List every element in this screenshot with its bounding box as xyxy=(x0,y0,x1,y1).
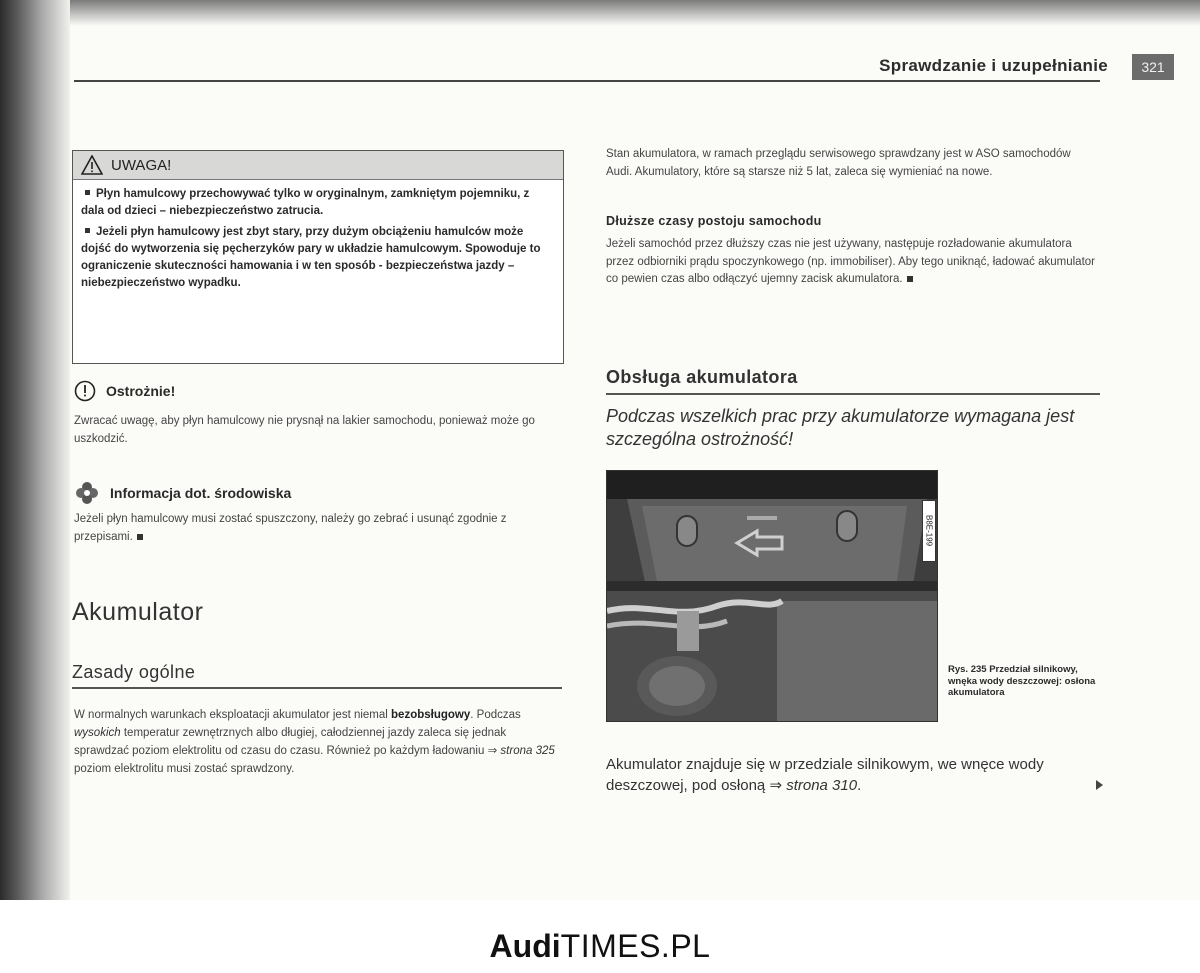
location-text-part: Akumulator znajduje się w przedziale silnikowym, we wnęce wody deszczowej, pod osłoną xyxy=(606,756,1044,794)
brand-light: TIMES.PL xyxy=(560,928,711,964)
long-parking-paragraph xyxy=(606,236,1096,289)
book-spine-shadow xyxy=(0,0,70,900)
environment-text xyxy=(74,510,564,546)
caution-circle-icon xyxy=(74,380,96,402)
heading-akumulator: Akumulator xyxy=(72,598,204,626)
section-title: Sprawdzanie i uzupełnianie xyxy=(879,56,1108,75)
heading-zasady-ogolne: Zasady ogólne xyxy=(72,662,196,682)
battery-cover-photo xyxy=(606,470,938,722)
warning-title: UWAGA! xyxy=(111,156,172,174)
battery-lead-text: Podczas wszelkich prac przy akumulatorze wymagana jest szczególna ostrożność! xyxy=(606,406,1075,449)
arrow-icon: ⇒ xyxy=(769,777,783,794)
warning-bullet-text: Jeżeli płyn hamulcowy jest zbyt stary, przy dużym obciążeniu hamulców może dojść do wytworzenia się pęcherzyków pary w układzie hamulcowym. Spowoduje to ograniczenie skuteczności hamowania i w ten sposób - bezpieczeństwa jazdy – niebezpieczeństwo wypadku. xyxy=(81,226,541,289)
warning-bullet xyxy=(81,224,555,292)
intro-bold: bezobsługowy xyxy=(391,709,471,721)
figure-code: B8E-199 xyxy=(922,500,936,562)
long-parking-text: Jeżeli samochód przez dłuższy czas nie jest używany, następuje rozładowanie akumulatora przez odbiorniki prądu spoczynkowego (np. immobiliser). Aby tego uniknąć, ładować akumulator co pewien czas albo odłączyć ujemny zacisk akumulatora. xyxy=(606,238,1095,285)
continue-arrow-icon xyxy=(1096,780,1103,790)
caution-title: Ostrożnie! xyxy=(106,383,176,399)
end-mark-icon xyxy=(137,534,143,540)
warning-bullet-text: Płyn hamulcowy przechowywać tylko w oryginalnym, zamkniętym pojemniku, z dala od dzieci – niebezpieczeństwo zatrucia. xyxy=(81,188,530,217)
bullet-icon xyxy=(85,228,90,233)
warning-body xyxy=(73,180,563,292)
top-shadow xyxy=(0,0,1200,26)
battery-location-paragraph xyxy=(606,754,1096,796)
bullet-icon xyxy=(85,190,90,195)
environment-title: Informacja dot. środowiska xyxy=(110,485,292,501)
header-divider xyxy=(74,80,1100,82)
page-number: 321 xyxy=(1132,54,1174,80)
page-reference-link[interactable]: strona 310 xyxy=(786,777,858,794)
heading-divider xyxy=(606,393,1100,395)
warning-triangle-icon xyxy=(81,155,103,175)
intro-text-part: . Podczas xyxy=(470,709,521,721)
brand-bold: Audi xyxy=(489,928,561,964)
photo-illustration xyxy=(607,471,937,721)
intro-paragraph xyxy=(74,706,564,778)
arrow-icon: ⇒ xyxy=(487,745,498,757)
warning-bullet xyxy=(81,186,555,220)
warning-box xyxy=(72,150,564,364)
intro-text-part: temperatur zewnętrznych albo długiej, całodziennej jazdy zaleca się jednak sprawdzać poziom elektrolitu od czasu do czasu. Również po każdym ładowaniu xyxy=(74,727,507,757)
location-text-part: . xyxy=(857,777,862,794)
caution-heading xyxy=(74,380,175,402)
environment-flower-icon xyxy=(74,480,100,506)
heading-battery-handling: Obsługa akumulatora xyxy=(606,367,798,387)
intro-text-part: poziom elektrolitu musi zostać sprawdzony. xyxy=(74,763,295,775)
environment-heading xyxy=(74,480,291,506)
page-reference-link[interactable]: strona 325 xyxy=(500,745,555,757)
heading-divider xyxy=(72,687,562,689)
figure-caption: Rys. 235 Przedział silnikowy, wnęka wody deszczowej: osłona akumulatora xyxy=(948,664,1096,698)
intro-text-part: W normalnych warunkach eksploatacji akumulator jest niemal xyxy=(74,709,392,721)
environment-text-body: Jeżeli płyn hamulcowy musi zostać spuszczony, należy go zebrać i usunąć zgodnie z przepisami. xyxy=(74,513,507,543)
caution-text: Zwracać uwagę, aby płyn hamulcowy nie prysnął na lakier samochodu, ponieważ może go uszkodzić. xyxy=(74,415,535,445)
battery-service-paragraph: Stan akumulatora, w ramach przeglądu serwisowego sprawdzany jest w ASO samochodów Audi. Akumulatory, które są starsze niż 5 lat, zaleca się wymieniać na nowe. xyxy=(606,148,1071,178)
intro-italic: wysokich xyxy=(74,727,121,739)
site-watermark xyxy=(0,928,1200,965)
end-mark-icon xyxy=(907,276,913,282)
warning-header xyxy=(73,151,563,180)
subheading-long-parking: Dłuższe czasy postoju samochodu xyxy=(606,214,822,228)
